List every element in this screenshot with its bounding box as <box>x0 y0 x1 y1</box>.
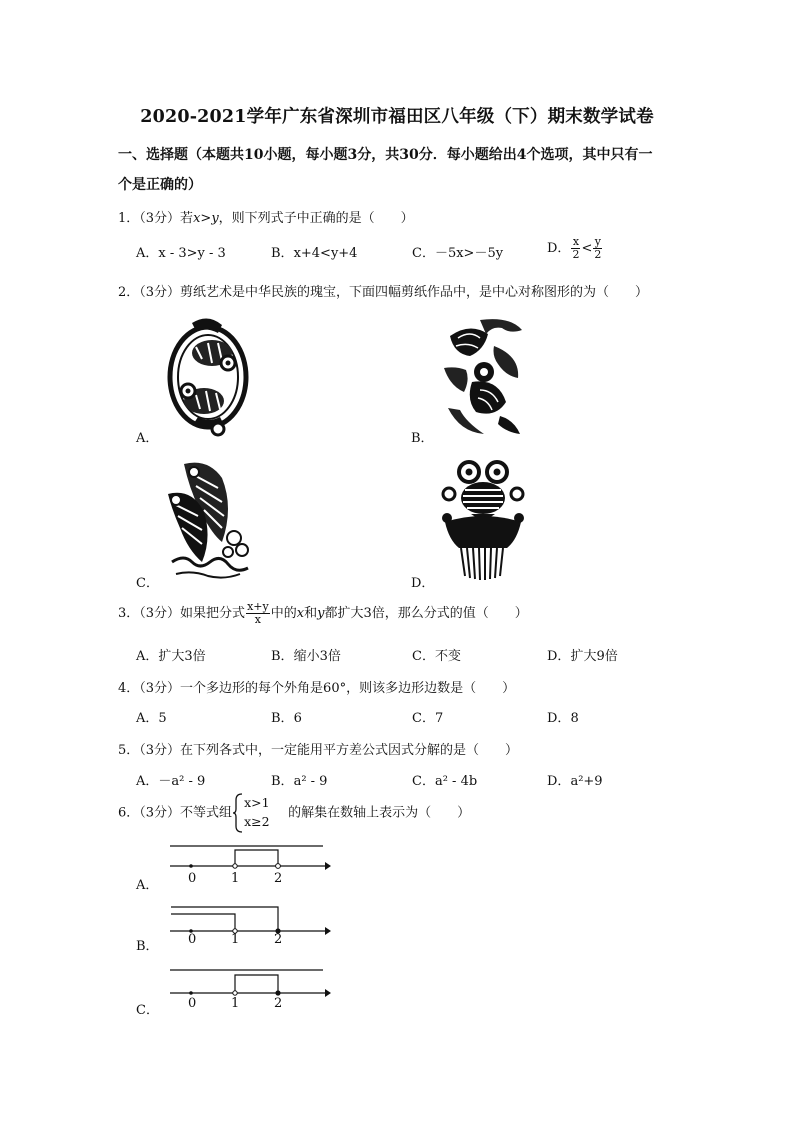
inequality-1: x>1 <box>244 795 270 810</box>
option-label: C． <box>412 246 435 261</box>
question-1 <box>118 207 414 226</box>
variable: y <box>317 606 325 621</box>
option-text: －5x>－5y <box>434 246 504 261</box>
option-d <box>547 770 603 789</box>
question-text: ，则下列式子中正确的是（ ） <box>218 211 414 226</box>
number-line-a <box>165 838 335 872</box>
question-text: 在下列各式中，一定能用平方差公式因式分解的是（ ） <box>180 743 519 758</box>
question-3 <box>118 601 528 626</box>
paper-cut-fish-circle-image <box>162 313 254 437</box>
option-b <box>271 645 341 664</box>
option-text: a²+9 <box>570 774 603 789</box>
option-a-label: A． <box>136 431 159 446</box>
option-c <box>412 645 461 664</box>
option-d <box>547 236 603 261</box>
question-text: 一个多边形的每个外角是60°，则该多边形边数是（ ） <box>180 681 516 696</box>
variable: x <box>296 606 305 621</box>
option-text: x+4<y+4 <box>293 246 358 261</box>
inequality-2: x≥2 <box>244 814 270 829</box>
fraction-numerator: x <box>572 235 580 248</box>
paper-cut-goldfish-frontal-image <box>441 460 525 580</box>
question-text: 剪纸艺术是中华民族的瑰宝，下面四幅剪纸作品中，是中心对称图形的为（ ） <box>180 285 649 300</box>
option-d-label: D． <box>411 576 435 591</box>
option-b-label: B． <box>411 431 434 446</box>
question-4 <box>118 677 515 696</box>
brace-icon <box>232 793 244 833</box>
question-number: 1．（3分） <box>118 211 181 226</box>
option-text: －a² - 9 <box>158 774 206 789</box>
option-label: B． <box>271 711 294 726</box>
paper-cut-fish-leaves-image <box>440 316 526 436</box>
option-c-label: C． <box>136 1003 159 1018</box>
option-d <box>547 645 618 664</box>
option-label: B． <box>271 774 294 789</box>
option-c <box>412 242 503 261</box>
tick-label: 1 <box>231 871 240 886</box>
option-label: C． <box>412 711 435 726</box>
option-text: 扩大9倍 <box>570 649 618 664</box>
option-text: 扩大3倍 <box>158 649 206 664</box>
option-text: 8 <box>570 711 579 726</box>
question-number: 2．（3分） <box>118 285 181 300</box>
option-text: 5 <box>158 711 167 726</box>
option-d <box>547 707 579 726</box>
fraction-denominator: x <box>254 613 261 626</box>
fraction-numerator: x+y <box>247 600 269 613</box>
section-heading-line2: 个是正确的） <box>118 177 202 193</box>
tick-label: 2 <box>274 932 283 947</box>
option-label: D． <box>547 774 571 789</box>
option-label: C． <box>412 649 435 664</box>
option-label: D． <box>547 649 571 664</box>
question-text: 如果把分式 <box>180 606 246 621</box>
question-text: 的解集在数轴上表示为（ ） <box>288 805 471 821</box>
question-text: 和 <box>304 606 318 621</box>
tick-label: 1 <box>231 932 240 947</box>
paper-cut-carp-waves-image <box>162 458 252 582</box>
variable: y <box>211 211 219 226</box>
option-b <box>271 770 327 789</box>
option-a <box>136 770 205 789</box>
variable: x <box>193 211 201 226</box>
option-label: B． <box>271 246 294 261</box>
option-a <box>136 242 226 261</box>
option-text: 不变 <box>434 649 461 664</box>
question-6 <box>118 793 470 833</box>
number-line-c <box>165 965 335 999</box>
option-text: a² - 4b <box>434 774 478 789</box>
option-text: 6 <box>293 711 302 726</box>
question-2 <box>118 281 648 300</box>
fraction <box>246 601 270 626</box>
question-text: 中的 <box>270 606 297 621</box>
option-text: x - 3>y - 3 <box>158 246 226 261</box>
fraction-denominator: 2 <box>572 248 580 261</box>
question-text: 都扩大3倍，那么分式的值（ ） <box>324 606 528 621</box>
option-label: D． <box>547 711 571 726</box>
operator: < <box>581 241 593 256</box>
fraction-numerator: y <box>594 235 601 248</box>
option-a <box>136 645 206 664</box>
option-label: A． <box>136 774 159 789</box>
question-text: 不等式组 <box>180 805 233 821</box>
option-label: A． <box>136 711 159 726</box>
option-text: a² - 9 <box>293 774 328 789</box>
option-label: C． <box>412 774 435 789</box>
operator: > <box>200 211 212 226</box>
option-a-label: A． <box>136 878 159 893</box>
fraction <box>571 236 580 261</box>
question-number: 5．（3分） <box>118 743 181 758</box>
tick-label: 1 <box>231 996 240 1011</box>
option-label: A． <box>136 649 159 664</box>
inequality-system <box>232 793 288 833</box>
option-c <box>412 770 477 789</box>
option-text: 缩小3倍 <box>293 649 341 664</box>
question-text: 若 <box>180 211 194 226</box>
tick-label: 2 <box>274 996 283 1011</box>
question-number: 6．（3分） <box>118 805 181 821</box>
option-b <box>271 242 357 261</box>
option-b <box>271 707 302 726</box>
option-c <box>412 707 443 726</box>
tick-label: 2 <box>274 871 283 886</box>
option-text: 7 <box>434 711 444 726</box>
option-a <box>136 707 167 726</box>
tick-label: 0 <box>188 871 197 886</box>
question-number: 3．（3分） <box>118 606 181 621</box>
question-number: 4．（3分） <box>118 681 181 696</box>
section-heading-line1: 一、选择题（本题共10小题，每小题3分，共30分．每小题给出4个选项，其中只有一 <box>118 147 653 163</box>
fraction-denominator: 2 <box>594 248 602 261</box>
tick-label: 0 <box>188 996 197 1011</box>
section-heading <box>118 140 678 200</box>
question-5 <box>118 739 518 758</box>
tick-label: 0 <box>188 932 197 947</box>
fraction <box>593 236 602 261</box>
option-b-label: B． <box>136 939 159 954</box>
option-c-label: C． <box>136 576 159 591</box>
page-title: 2020-2021学年广东省深圳市福田区八年级（下）期末数学试卷 <box>140 107 654 127</box>
number-line-b <box>165 902 335 936</box>
option-label: B． <box>271 649 294 664</box>
option-label: A． <box>136 246 159 261</box>
option-label: D． <box>547 241 571 256</box>
